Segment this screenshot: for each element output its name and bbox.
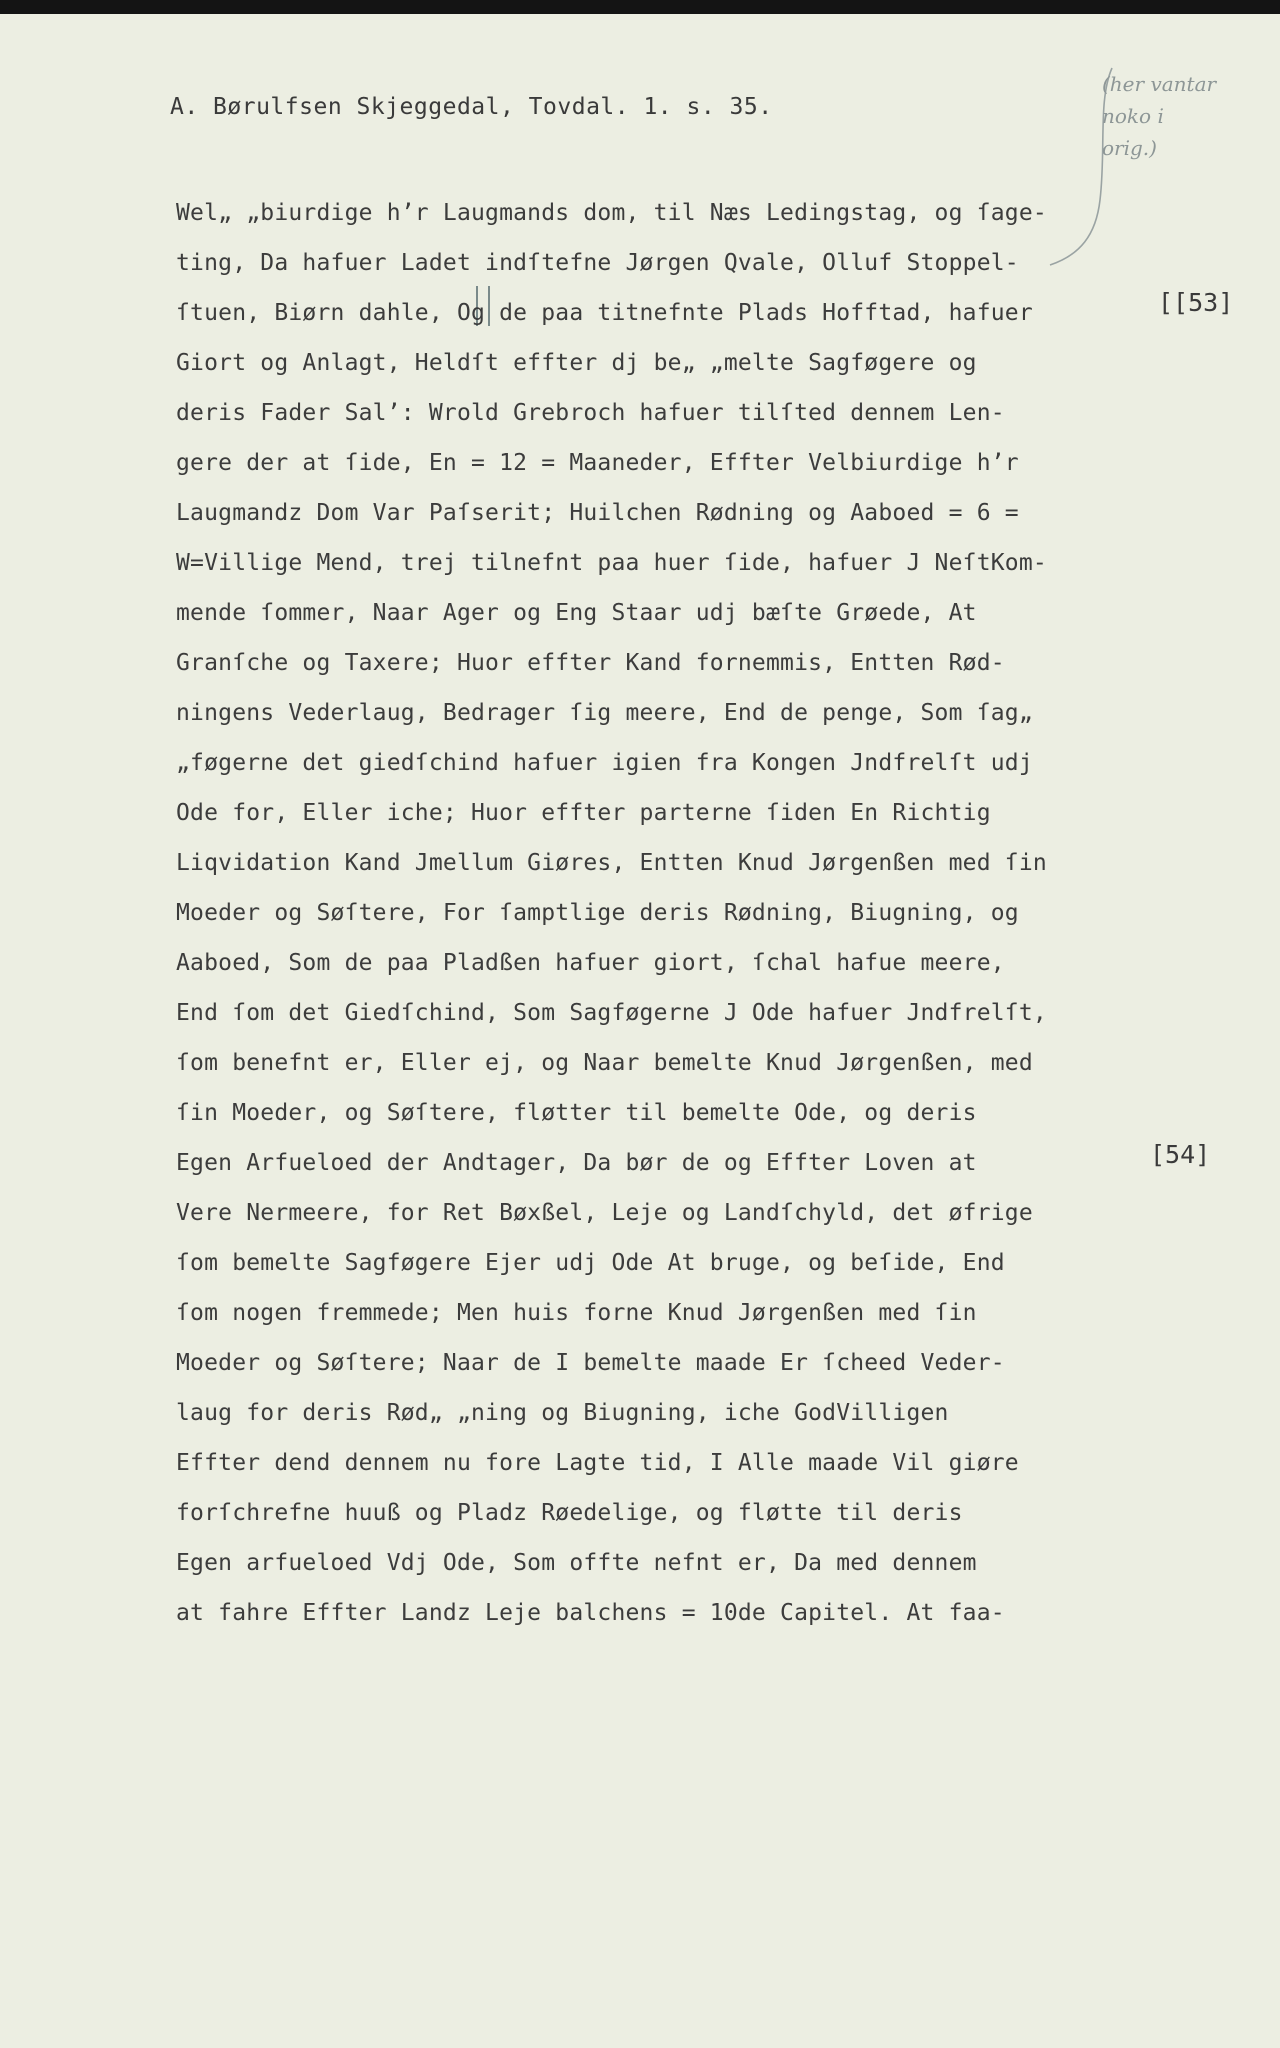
text-line: W=Villige Mend, trej tilnefnt paa huer ſide, hafuer J NeſtKom- xyxy=(176,550,1047,576)
text-line: ſin Moeder, og Søſtere, fløtter til bemelte Ode, og deris xyxy=(176,1100,977,1126)
text-line: Granſche og Taxere; Huor effter Kand fornemmis, Entten Rød- xyxy=(176,650,1005,676)
margin-annotation-line: (her vantar xyxy=(1102,72,1217,96)
text-line: gere der at ſide, En = 12 = Maaneder, Effter Velbiurdige h’r xyxy=(176,450,1019,476)
text-line: ſom nogen fremmede; Men huis forne Knud Jørgenßen med ſin xyxy=(176,1300,977,1326)
text-line: laug for deris Rød„ „ning og Biugning, iche GodVilligen xyxy=(176,1400,949,1426)
text-line: „føgerne det giedſchind hafuer igien fra Kongen Jndfrelſt udj xyxy=(176,750,1033,776)
page-reference-54: [54] xyxy=(1150,1140,1211,1169)
text-line: Moeder og Søſtere; Naar de I bemelte maade Er ſcheed Veder- xyxy=(176,1350,1005,1376)
text-line: Liqvidation Kand Jmellum Giøres, Entten Knud Jørgenßen med ſin xyxy=(176,850,1047,876)
text-line: at fahre Effter Landz Leje balchens = 10de Capitel. At faa- xyxy=(176,1600,1005,1626)
text-line: forſchrefne huuß og Pladz Røedelige, og fløtte til deris xyxy=(176,1500,963,1526)
text-line: Effter dend dennem nu fore Lagte tid, I Alle maade Vil giøre xyxy=(176,1450,1019,1476)
transcript-body xyxy=(176,188,1116,1638)
text-line: Ode for, Eller iche; Huor effter parterne ſiden En Richtig xyxy=(176,800,991,826)
text-line: Egen Arfueloed der Andtager, Da bør de og Effter Loven at xyxy=(176,1150,977,1176)
text-line: deris Fader Sal’: Wrold Grebroch hafuer tilſted dennem Len- xyxy=(176,400,1005,426)
margin-annotation-line: noko i xyxy=(1102,104,1164,128)
scan-top-edge xyxy=(0,0,1280,14)
text-line: ſom bemelte Sagføgere Ejer udj Ode At bruge, og beſide, End xyxy=(176,1250,1005,1276)
text-line: ningens Vederlaug, Bedrager ſig meere, End de penge, Som ſag„ xyxy=(176,700,1033,726)
margin-annotation xyxy=(1102,68,1272,164)
document-heading: A. Børulfsen Skjeggedal, Tovdal. 1. s. 35. xyxy=(170,94,773,120)
text-line: ting, Da hafuer Ladet indſtefne Jørgen Qvale, Olluf Stoppel- xyxy=(176,250,1019,276)
page-reference-53: [[53] xyxy=(1158,288,1234,317)
text-line: ſtuen, Biørn dahle, Og de paa titnefnte Plads Hofftad, hafuer xyxy=(176,300,1033,326)
text-line: Laugmandz Dom Var Paſserit; Huilchen Rødning og Aaboed = 6 = xyxy=(176,500,1019,526)
text-line: Aaboed, Som de paa Pladßen hafuer giort, ſchal hafue meere, xyxy=(176,950,1005,976)
text-line: ſom benefnt er, Eller ej, og Naar bemelte Knud Jørgenßen, med xyxy=(176,1050,1033,1076)
text-line: Egen arfueloed Vdj Ode, Som offte nefnt er, Da med dennem xyxy=(176,1550,977,1576)
text-line: Vere Nermeere, for Ret Bøxßel, Leje og Landſchyld, det øfrige xyxy=(176,1200,1033,1226)
text-line: mende ſommer, Naar Ager og Eng Staar udj bæſte Grøede, At xyxy=(176,600,977,626)
margin-annotation-line: orig.) xyxy=(1102,136,1157,160)
text-line: Moeder og Søſtere, For ſamptlige deris Rødning, Biugning, og xyxy=(176,900,1019,926)
text-line: End ſom det Giedſchind, Som Sagføgerne J Ode hafuer Jndfrelſt, xyxy=(176,1000,1047,1026)
text-line: Wel„ „biurdige h’r Laugmands dom, til Næs Ledingstag, og ſage- xyxy=(176,200,1047,226)
text-line: Giort og Anlagt, Heldſt effter dj be„ „melte Sagføgere og xyxy=(176,350,977,376)
